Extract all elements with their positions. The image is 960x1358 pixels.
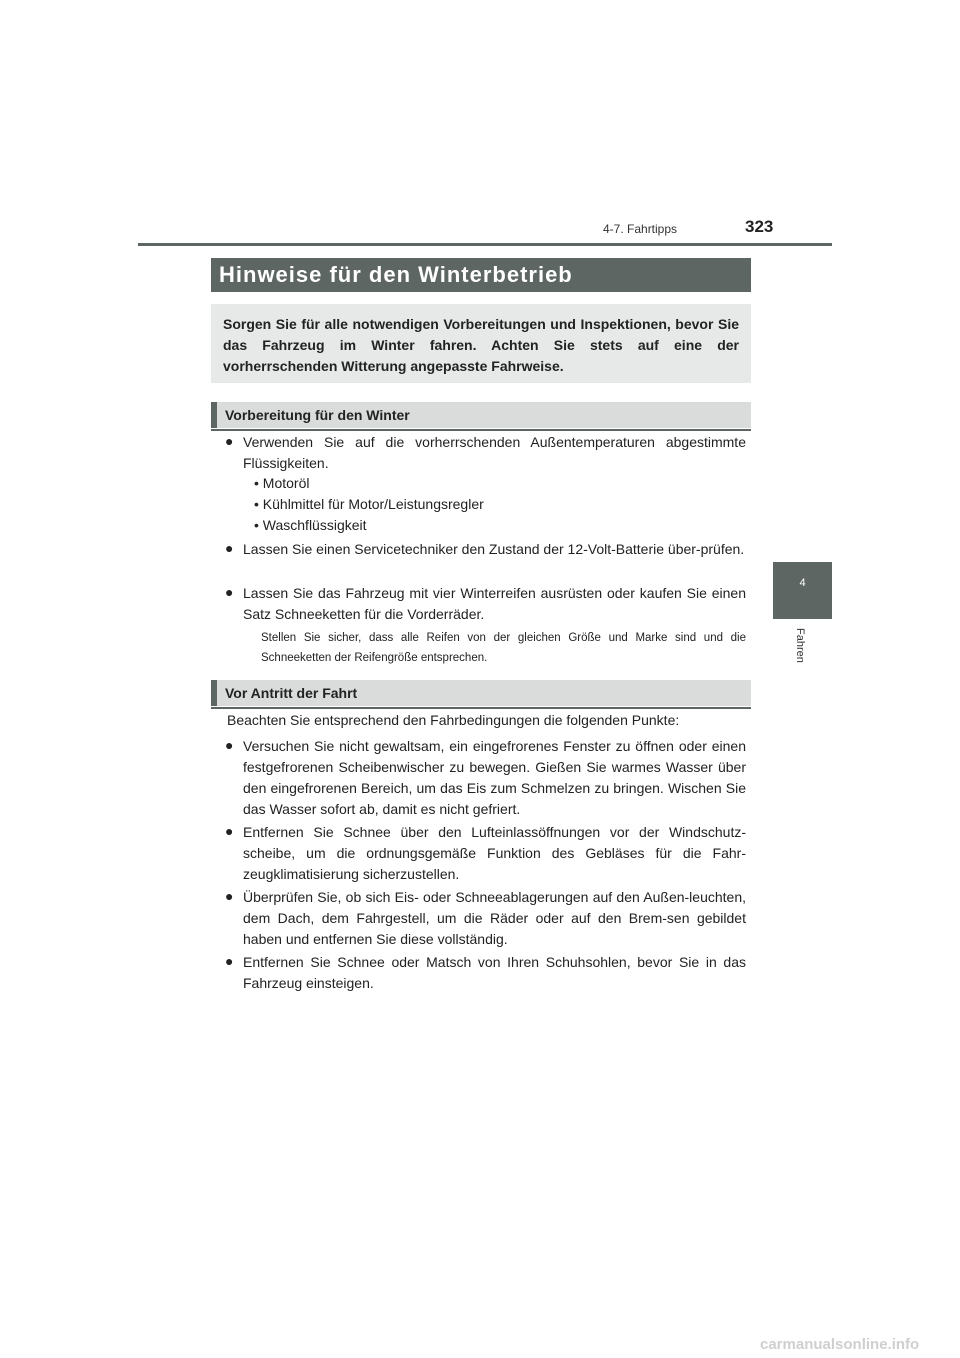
sub-list-item: • Kühlmittel für Motor/Leistungsregler xyxy=(254,496,484,512)
bullet-icon: ● xyxy=(225,953,234,969)
section-heading-text: Vorbereitung für den Winter xyxy=(225,407,410,423)
list-item: Versuchen Sie nicht gewaltsam, ein eingefrorenes Fenster zu öffnen oder einen festgefrorenen Scheibenwischer zu bewegen. Gießen Sie warmes Wasser über den eingefrorenen Bereich, um das Eis zum Schmelzen zu bringen. Wischen Sie das Wasser sofort ab, damit es nicht gefriert. xyxy=(243,738,746,817)
list-item: Verwenden Sie auf die vorherrschenden Außentemperaturen abgestimmte Flüssigkeiten. xyxy=(243,434,746,471)
list-item: Entfernen Sie Schnee über den Lufteinlassöffnungen vor der Windschutz-scheibe, um die ordnungsgemäße Funktion des Gebläses für die Fahr-zeugklimatisierung sicherzustellen. xyxy=(243,824,746,882)
bullet-icon: ● xyxy=(225,823,234,839)
chapter-tab-label: Fahren xyxy=(794,628,806,663)
section-heading-winter-prep xyxy=(211,402,751,428)
note-text: Stellen Sie sicher, dass alle Reifen von der gleichen Größe und Marke sind und die Schneeketten der Reifengröße entsprechen. xyxy=(261,632,746,664)
section-label: 4-7. Fahrtipps xyxy=(603,222,678,236)
list-item: Entfernen Sie Schnee oder Matsch von Ihren Schuhsohlen, bevor Sie in das Fahrzeug einsteigen. xyxy=(243,954,746,991)
list-item: Lassen Sie einen Servicetechniker den Zustand der 12-Volt-Batterie über-prüfen. xyxy=(243,541,745,557)
watermark: carmanualsonline.info xyxy=(760,1336,920,1353)
bullet-icon: ● xyxy=(225,540,234,556)
sub-list-item: • Waschflüssigkeit xyxy=(254,517,367,533)
bullet-icon: ● xyxy=(225,888,234,904)
chapter-tab-number: 4 xyxy=(799,577,806,589)
sub-list-item: • Motoröl xyxy=(254,475,310,491)
intro-text: Sorgen Sie für alle notwendigen Vorbereitungen und Inspektionen, bevor Sie das Fahrzeug im Winter fahren. Achten Sie stets auf eine der vorherrschenden Witterung angepasste Fahrweise. xyxy=(223,316,739,374)
page-title-bar xyxy=(211,258,751,292)
page-number: 323 xyxy=(745,217,774,236)
intro-box xyxy=(211,304,751,383)
bullet-icon: ● xyxy=(225,737,234,753)
section-heading-text: Vor Antritt der Fahrt xyxy=(225,685,358,701)
section-heading-before-driving xyxy=(211,680,751,706)
list-item: Überprüfen Sie, ob sich Eis- oder Schneeablagerungen auf den Außen-leuchten, dem Dach, dem Fahrgestell, um die Räder oder auf den Brem-sen gebildet haben und entfernen Sie diese vollständig. xyxy=(243,889,746,947)
chapter-tab xyxy=(773,562,832,619)
list-item: Lassen Sie das Fahrzeug mit vier Winterreifen ausrüsten oder kaufen Sie einen Satz Schneeketten für die Vorderräder. xyxy=(243,585,746,622)
header-rule xyxy=(138,243,832,246)
bullet-icon: ● xyxy=(225,584,234,600)
bullet-icon: ● xyxy=(225,433,234,449)
page-title: Hinweise für den Winterbetrieb xyxy=(219,262,573,287)
section-intro-text: Beachten Sie entsprechend den Fahrbedingungen die folgenden Punkte: xyxy=(227,712,680,728)
